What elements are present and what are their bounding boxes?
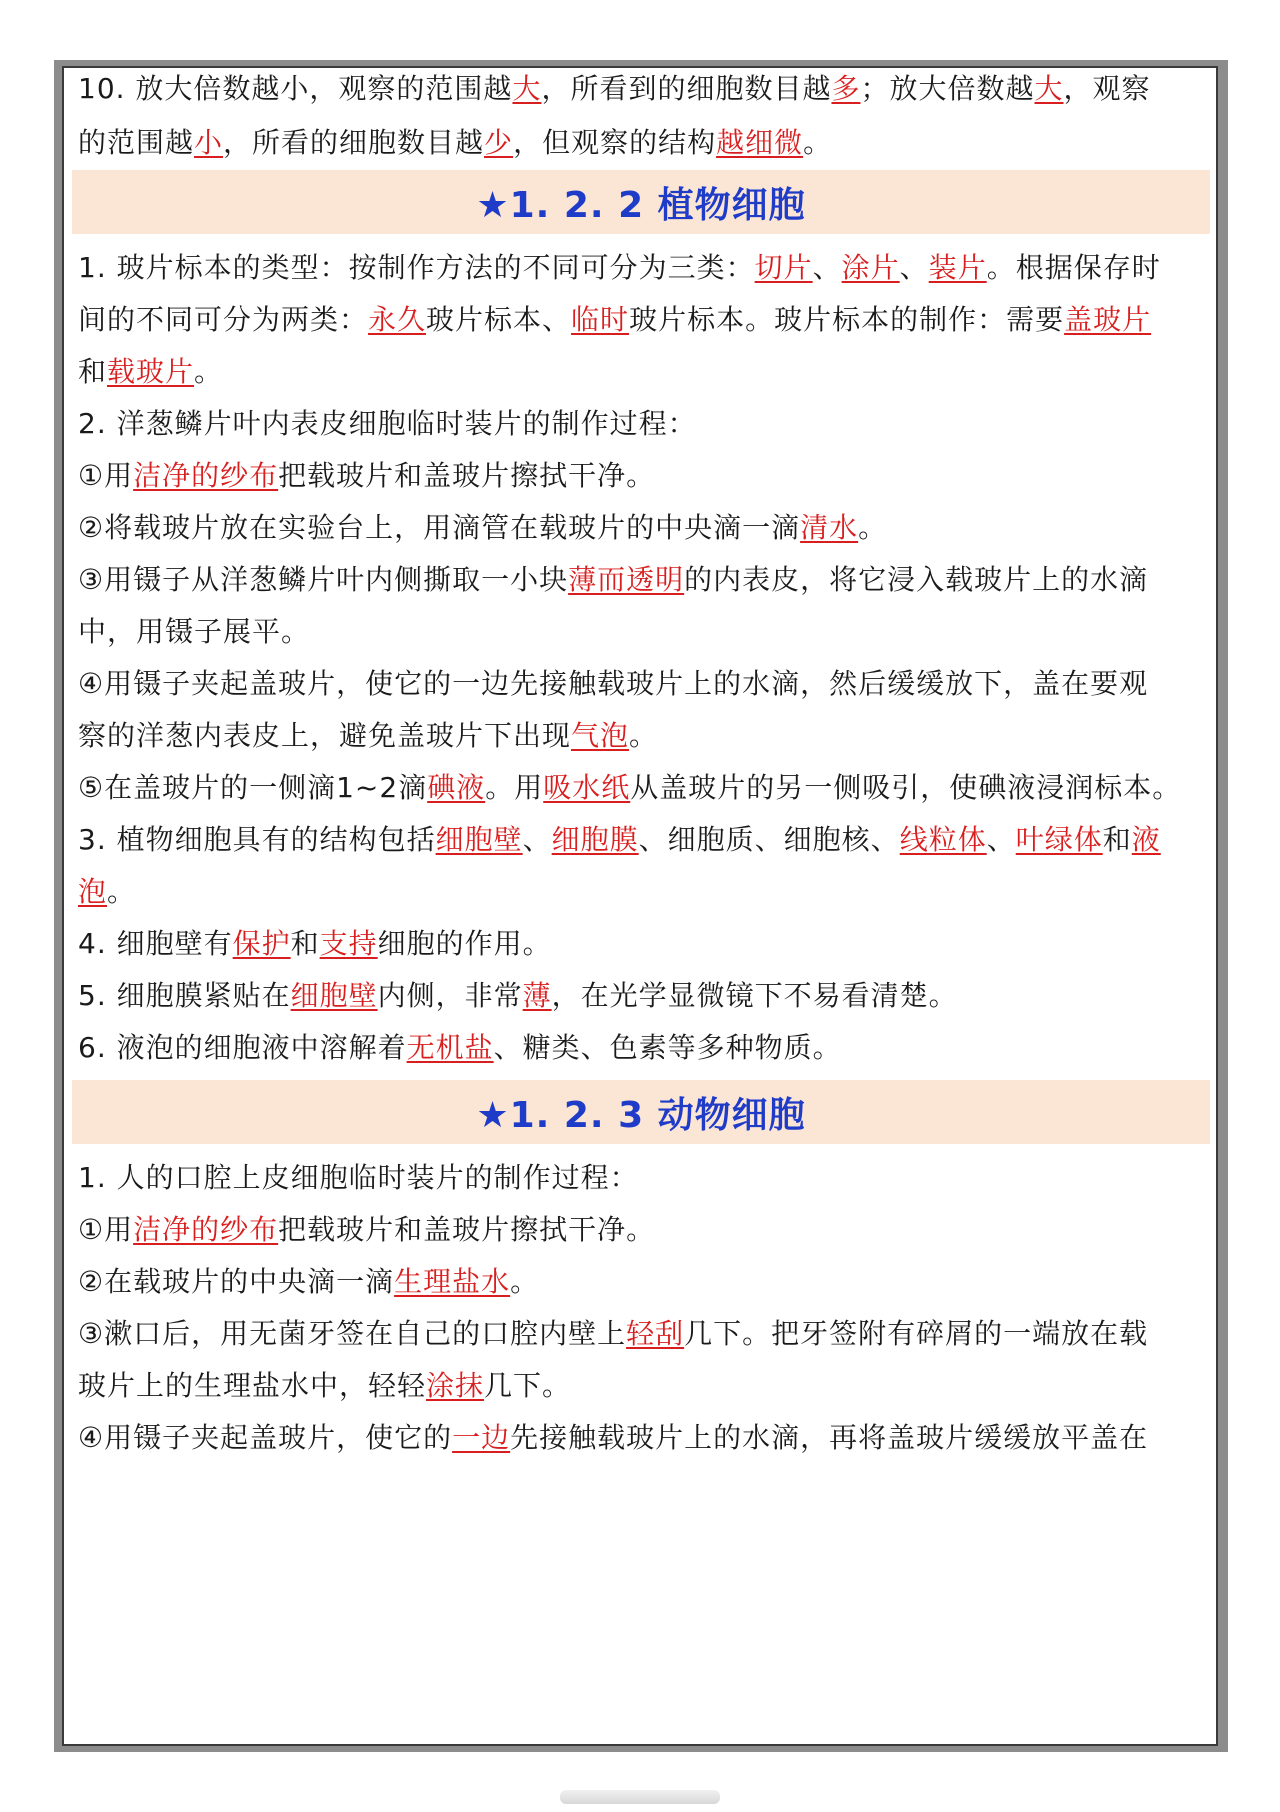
plant-point-5: 5. 细胞膜紧贴在细胞壁内侧，非常薄，在光学显微镜下不易看清楚。 (78, 979, 958, 1012)
section-title: ★1. 2. 3 动物细胞 (476, 1094, 806, 1136)
plant-point-1-line-2: 间的不同可分为两类：永久玻片标本、临时玻片标本。玻片标本的制作：需要盖玻片 (78, 303, 1152, 336)
keyword: 叶绿体 (1015, 823, 1103, 856)
keyword: 越细微 (716, 126, 804, 159)
plant-step-3-line-2: 中，用镊子展平。 (78, 615, 311, 648)
keyword: 细胞壁 (435, 823, 523, 856)
section-title: ★1. 2. 2 植物细胞 (476, 184, 806, 226)
plant-point-3-line-2: 泡。 (78, 875, 137, 908)
keyword: 装片 (928, 251, 987, 284)
keyword: 吸水纸 (543, 771, 631, 804)
keyword: 薄而透明 (568, 563, 685, 596)
page-footer-bar (560, 1790, 720, 1804)
animal-step-4: ④用镊子夹起盖玻片，使它的一边先接触载玻片上的水滴，再将盖玻片缓缓放平盖在 (78, 1421, 1149, 1454)
keyword: 盖玻片 (1064, 303, 1152, 336)
animal-step-1: ①用洁净的纱布把载玻片和盖玻片擦拭干净。 (78, 1213, 656, 1246)
keyword: 细胞壁 (290, 979, 378, 1012)
plant-step-1: ①用洁净的纱布把载玻片和盖玻片擦拭干净。 (78, 459, 656, 492)
animal-step-3-line-2: 玻片上的生理盐水中，轻轻涂抹几下。 (78, 1369, 572, 1402)
keyword: 小 (194, 126, 224, 159)
section-heading-plant-cell (72, 170, 1210, 234)
keyword: 泡 (78, 875, 108, 908)
keyword: 切片 (754, 251, 813, 284)
point-10-line-1: 10. 放大倍数越小，观察的范围越大，所看到的细胞数目越多；放大倍数越大，观察 (78, 72, 1151, 105)
keyword: 大 (512, 72, 542, 105)
plant-step-5: ⑤在盖玻片的一侧滴1~2滴碘液。用吸水纸从盖玻片的另一侧吸引，使碘液浸润标本。 (78, 771, 1182, 804)
keyword: 生理盐水 (394, 1265, 511, 1298)
plant-step-4-line-1: ④用镊子夹起盖玻片，使它的一边先接触载玻片上的水滴，然后缓缓放下，盖在要观 (78, 667, 1149, 700)
animal-point-1: 1. 人的口腔上皮细胞临时装片的制作过程： (78, 1161, 639, 1194)
keyword: 载玻片 (107, 355, 195, 388)
plant-point-4: 4. 细胞壁有保护和支持细胞的作用。 (78, 927, 552, 960)
plant-step-4-line-2: 察的洋葱内表皮上，避免盖玻片下出现气泡。 (78, 719, 659, 752)
keyword: 保护 (232, 927, 291, 960)
keyword: 涂抹 (426, 1369, 485, 1402)
keyword: 无机盐 (406, 1031, 494, 1064)
keyword: 液 (1131, 823, 1161, 856)
keyword: 细胞膜 (551, 823, 639, 856)
keyword: 少 (484, 126, 514, 159)
keyword: 临时 (571, 303, 630, 336)
keyword: 大 (1034, 72, 1064, 105)
plant-point-1-line-1: 1. 玻片标本的类型：按制作方法的不同可分为三类：切片、涂片、装片。根据保存时 (78, 251, 1161, 284)
section-heading-animal-cell (72, 1080, 1210, 1144)
keyword: 多 (831, 72, 861, 105)
keyword: 清水 (800, 511, 859, 544)
keyword: 气泡 (571, 719, 630, 752)
plant-point-3-line-1: 3. 植物细胞具有的结构包括细胞壁、细胞膜、细胞质、细胞核、线粒体、叶绿体和液 (78, 823, 1161, 856)
keyword: 碘液 (427, 771, 486, 804)
plant-point-6: 6. 液泡的细胞液中溶解着无机盐、糖类、色素等多种物质。 (78, 1031, 842, 1064)
keyword: 轻刮 (626, 1317, 685, 1350)
plant-point-1-line-3: 和载玻片。 (78, 355, 224, 388)
plant-point-2: 2. 洋葱鳞片叶内表皮细胞临时装片的制作过程： (78, 407, 697, 440)
keyword: 洁净的纱布 (133, 459, 279, 492)
keyword: 洁净的纱布 (133, 1213, 279, 1246)
plant-step-2: ②将载玻片放在实验台上，用滴管在载玻片的中央滴一滴清水。 (78, 511, 888, 544)
keyword: 永久 (368, 303, 427, 336)
point-10-line-2: 的范围越小，所看的细胞数目越少，但观察的结构越细微。 (78, 126, 833, 159)
keyword: 线粒体 (899, 823, 987, 856)
animal-step-3-line-1: ③漱口后，用无菌牙签在自己的口腔内壁上轻刮几下。把牙签附有碎屑的一端放在载 (78, 1317, 1149, 1350)
keyword: 涂片 (841, 251, 900, 284)
keyword: 一边 (452, 1421, 511, 1454)
plant-step-3-line-1: ③用镊子从洋葱鳞片叶内侧撕取一小块薄而透明的内表皮，将它浸入载玻片上的水滴 (78, 563, 1149, 596)
animal-step-2: ②在载玻片的中央滴一滴生理盐水。 (78, 1265, 540, 1298)
keyword: 支持 (319, 927, 378, 960)
keyword: 薄 (522, 979, 552, 1012)
